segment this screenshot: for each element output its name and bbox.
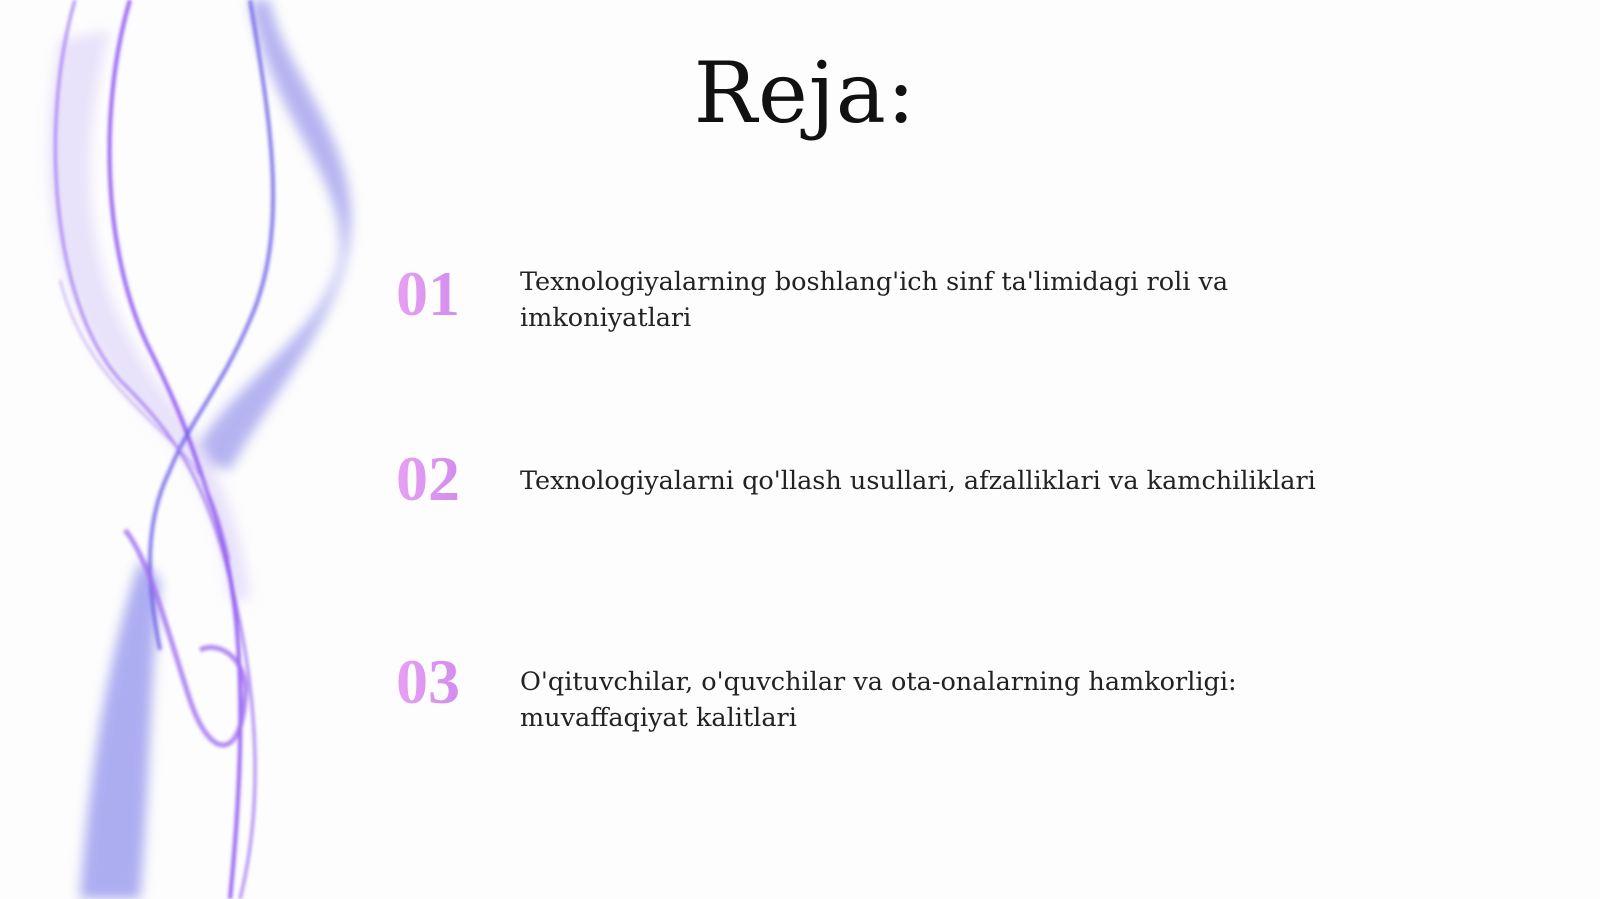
item-text: Texnologiyalarning boshlang'ich sinf ta'limidagi roli va imkoniyatlari (520, 267, 1229, 333)
item-number: 02 (396, 447, 520, 511)
item-number: 03 (396, 650, 520, 714)
agenda-item-3 (396, 646, 1340, 736)
agenda-item-2 (396, 443, 1316, 514)
item-number: 01 (396, 262, 520, 326)
item-text: O'qituvchilar, o'quvchilar va ota-onalarning hamkorligi: muvaffaqiyat kalitlari (520, 667, 1237, 733)
agenda-item-1 (396, 258, 1320, 336)
item-text: Texnologiyalarni qo'llash usullari, afzalliklari va kamchiliklari (520, 466, 1316, 496)
slide-title: Reja: (693, 44, 917, 142)
